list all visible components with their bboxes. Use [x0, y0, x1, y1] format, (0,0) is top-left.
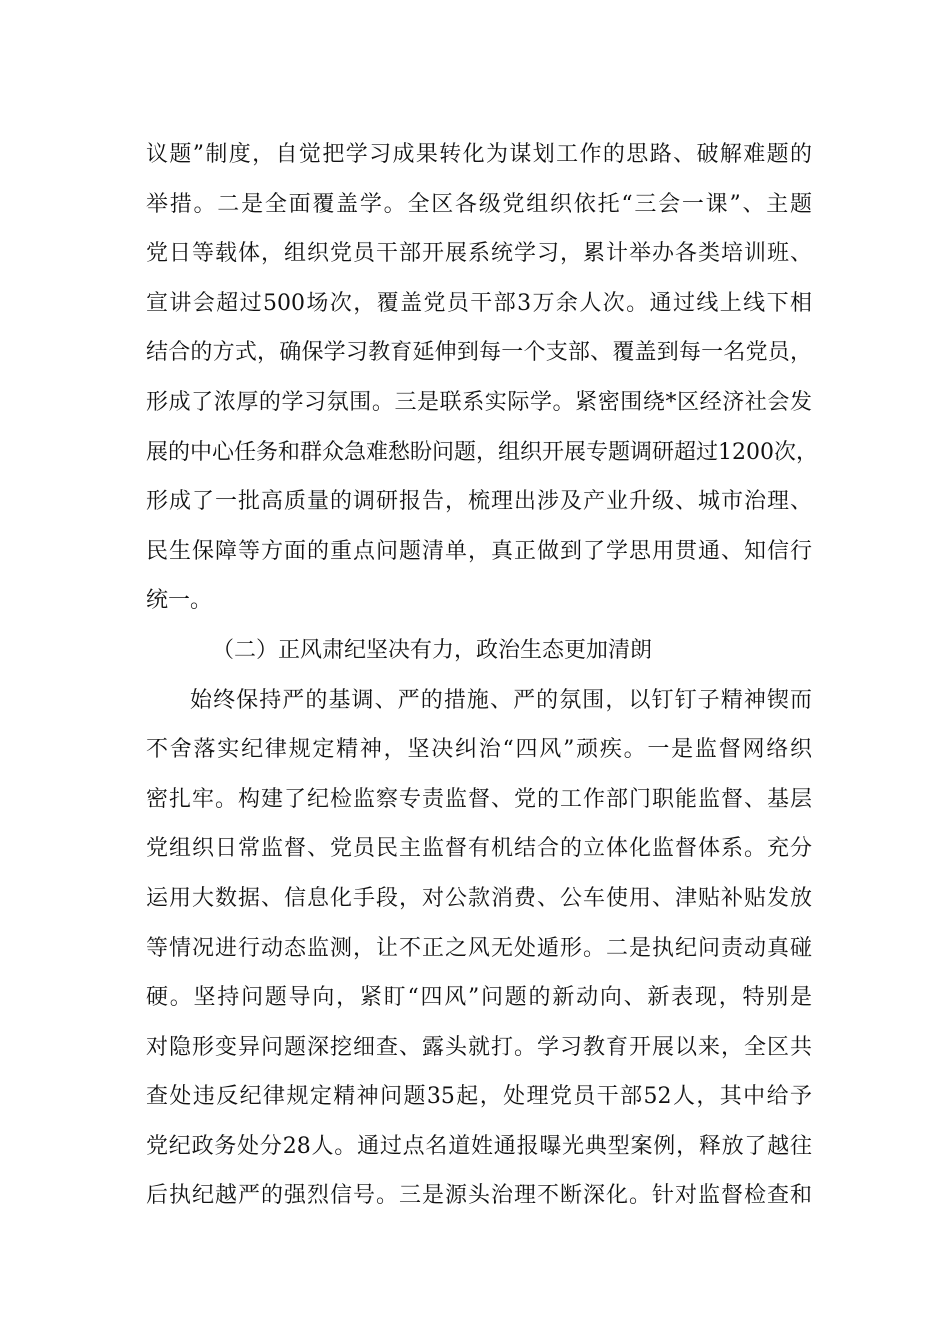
text-line: 始终保持严的基调、严的措施、严的氛围，以钉钉子精神锲而 — [190, 687, 812, 713]
text-line: 党日等载体，组织党员干部开展系统学习，累计举办各类培训班、 — [146, 241, 812, 267]
text-line: 宣讲会超过500场次，覆盖党员干部3万余人次。通过线上线下相 — [146, 290, 812, 316]
text-line: 举措。二是全面覆盖学。全区各级党组织依托“三会一课”、主题 — [146, 191, 812, 217]
text-line: 形成了浓厚的学习氛围。三是联系实际学。紧密围绕*区经济社会发 — [146, 389, 812, 415]
text-line: 密扎牢。构建了纪检监察专责监督、党的工作部门职能监督、基层 — [146, 786, 812, 812]
text-line: 对隐形变异问题深挖细查、露头就打。学习教育开展以来，全区共 — [146, 1034, 812, 1060]
text-line: 后执纪越严的强烈信号。三是源头治理不断深化。针对监督检查和 — [146, 1183, 812, 1209]
text-line: 形成了一批高质量的调研报告，梳理出涉及产业升级、城市治理、 — [146, 489, 812, 515]
text-line: 统一。 — [146, 588, 213, 614]
body-text — [146, 130, 818, 1221]
text-line: 议题”制度，自觉把学习成果转化为谋划工作的思路、破解难题的 — [146, 142, 812, 167]
text-line: 党纪政务处分28人。通过点名道姓通报曝光典型案例，释放了越往 — [146, 1133, 812, 1159]
text-line: 等情况进行动态监测，让不正之风无处遁形。二是执纪问责动真碰 — [146, 935, 812, 961]
text-line: 结合的方式，确保学习教育延伸到每一个支部、覆盖到每一名党员， — [146, 340, 812, 366]
text-line: 查处违反纪律规定精神问题35起，处理党员干部52人，其中给予 — [146, 1084, 812, 1110]
text-line: 运用大数据、信息化手段，对公款消费、公车使用、津贴补贴发放 — [146, 885, 812, 911]
text-line: 民生保障等方面的重点问题清单，真正做到了学思用贯通、知信行 — [146, 538, 812, 564]
text-line: 展的中心任务和群众急难愁盼问题，组织开展专题调研超过1200次， — [146, 439, 818, 465]
section-heading: （二）正风肃纪坚决有力，政治生态更加清朗 — [212, 637, 653, 663]
text-line: 硬。坚持问题导向，紧盯“四风”问题的新动向、新表现，特别是 — [146, 985, 812, 1011]
text-line: 不舍落实纪律规定精神，坚决纠治“四风”顽疾。一是监督网络织 — [146, 737, 812, 763]
text-line: 党组织日常监督、党员民主监督有机结合的立体化监督体系。充分 — [146, 836, 812, 862]
